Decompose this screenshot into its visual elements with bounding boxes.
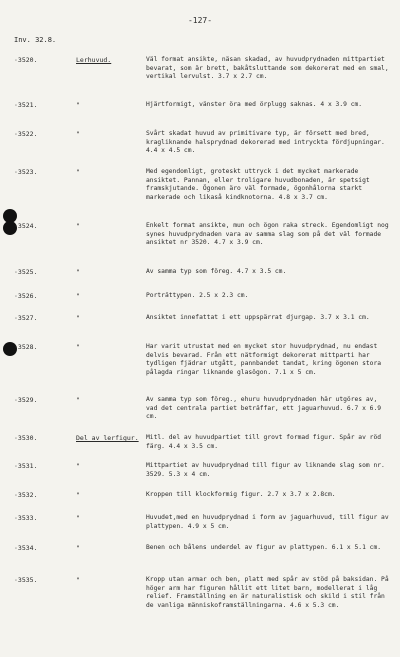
entry-description: Hjärtformigt, vänster öra med örplugg saknas. 4 x 3.9 cm. xyxy=(146,101,363,108)
entry-number: ·3528. xyxy=(14,343,38,351)
entry-label: Del av lerfigur. xyxy=(76,434,139,442)
entry-number: ·3521. xyxy=(14,101,38,109)
entry-description: Har varit utrustat med en mycket stor huvudprydnad, nu endast delvis bevarad. Från ett nätformigt dekorerat mittparti har tydligen fjädrar utgått, pannbandet tandat, kring ögonen stora pålagda ringar liknande glasögon. 7.1 x 5 cm. xyxy=(146,343,382,376)
entry-description: Av samma typ som föreg., ehuru huvudprydnaden här utgöres av, vad det centrala partiet beträffar, ett jaguarhuvud. 6.7 x 6.9 cm. xyxy=(146,396,382,421)
entry-description: Mittpartiet av huvudprydnad till figur av liknande slag som nr. 3529. 5.3 x 4 cm. xyxy=(146,462,385,478)
entry-label: " xyxy=(76,544,80,552)
entry-number: ·3527. xyxy=(14,314,38,322)
entry-number: ·3523. xyxy=(14,168,38,176)
entry-description: Med egendomligt, groteskt uttryck i det mycket markerade ansiktet. Pannan, eller troligare huvudbonaden, är spetsigt framskjutande. Ögonen äro väl formade, ögonhålorna starkt markerade och likaså kindknotorna. 4.8 x 3.7 cm. xyxy=(146,168,370,201)
entry-label: " xyxy=(76,292,80,300)
entry-label: " xyxy=(76,576,80,584)
entry-label: " xyxy=(76,462,80,470)
entry-description: Kroppen till klockformig figur. 2.7 x 3.7 x 2.8cm. xyxy=(146,491,336,498)
entry-number: ·3522. xyxy=(14,130,38,138)
entry-description: Benen och bålens underdel av figur av plattypen. 6.1 x 5.1 cm. xyxy=(146,544,382,551)
entry-number: ·3520. xyxy=(14,56,38,64)
entry-number: ·3534. xyxy=(14,544,38,552)
entry-description: Av samma typ som föreg. 4.7 x 3.5 cm. xyxy=(146,268,287,275)
entry-description: Mitl. del av huvudpartiet till grovt formad figur. Spår av röd färg. 4.4 x 3.5 cm. xyxy=(146,434,382,450)
entry-label: " xyxy=(76,101,80,109)
entry-label: " xyxy=(76,314,80,322)
entry-label: " xyxy=(76,222,80,230)
entry-description: Enkelt format ansikte, mun och ögon raka streck. Egendomligt nog synes huvudprydnaden vara av samma slag som på det väl formade ansiktet nr 3520. 4.7 x 3.9 cm. xyxy=(146,222,389,247)
entry-description: Kropp utan armar och ben, platt med spår av stöd på baksidan. På höger arm har figuren hållit ett litet barn, modellerat i låg relief. Framställning en är naturalistisk och skild i stil från de vanliga människoframställningarna. 4.6 x 5.3 cm. xyxy=(146,576,389,609)
entry-label: " xyxy=(76,130,80,138)
entry-description: Huvudet,med en huvudprydnad i form av jaguarhuvud, till figur av plattypen. 4.9 x 5 cm. xyxy=(146,514,389,530)
entry-number: ·3526. xyxy=(14,292,38,300)
entry-description: Svårt skadat huvud av primitivare typ, är försett med bred, kragliknande halsprydnad dekorerad med intryckta fördjupningar. 4.4 x 4.5 cm. xyxy=(146,130,385,155)
entry-number: ·3533. xyxy=(14,514,38,522)
entry-number: ·3531. xyxy=(14,462,38,470)
entry-label: Lerhuvud. xyxy=(76,56,112,64)
entry-description: Porträttypen. 2.5 x 2.3 cm. xyxy=(146,292,249,299)
entry-number: ·3524. xyxy=(14,222,38,230)
entry-description: Ansiktet innefattat i ett uppspärrat djurgap. 3.7 x 3.1 cm. xyxy=(146,314,370,321)
entry-number: ·3529. xyxy=(14,396,38,404)
entry-description: Väl format ansikte, näsan skadad, av huvudprydnaden mittpartiet bevarat, som är brett, bakåtsluttande som dekorerat med en smal, vertikal lervulst. 3.7 x 2.7 cm. xyxy=(146,56,389,81)
page-number: -127- xyxy=(187,16,213,25)
entry-number: ·3535. xyxy=(14,576,38,584)
entry-label: " xyxy=(76,343,80,351)
entry-number: ·3525. xyxy=(14,268,38,276)
entry-label: " xyxy=(76,396,80,404)
inventory-number: Inv. 32.8. xyxy=(14,36,57,44)
entry-label: " xyxy=(76,514,80,522)
entry-label: " xyxy=(76,491,80,499)
entry-label: " xyxy=(76,168,80,176)
entry-number: ·3530. xyxy=(14,434,38,442)
entry-number: ·3532. xyxy=(14,491,38,499)
entry-label: " xyxy=(76,268,80,276)
